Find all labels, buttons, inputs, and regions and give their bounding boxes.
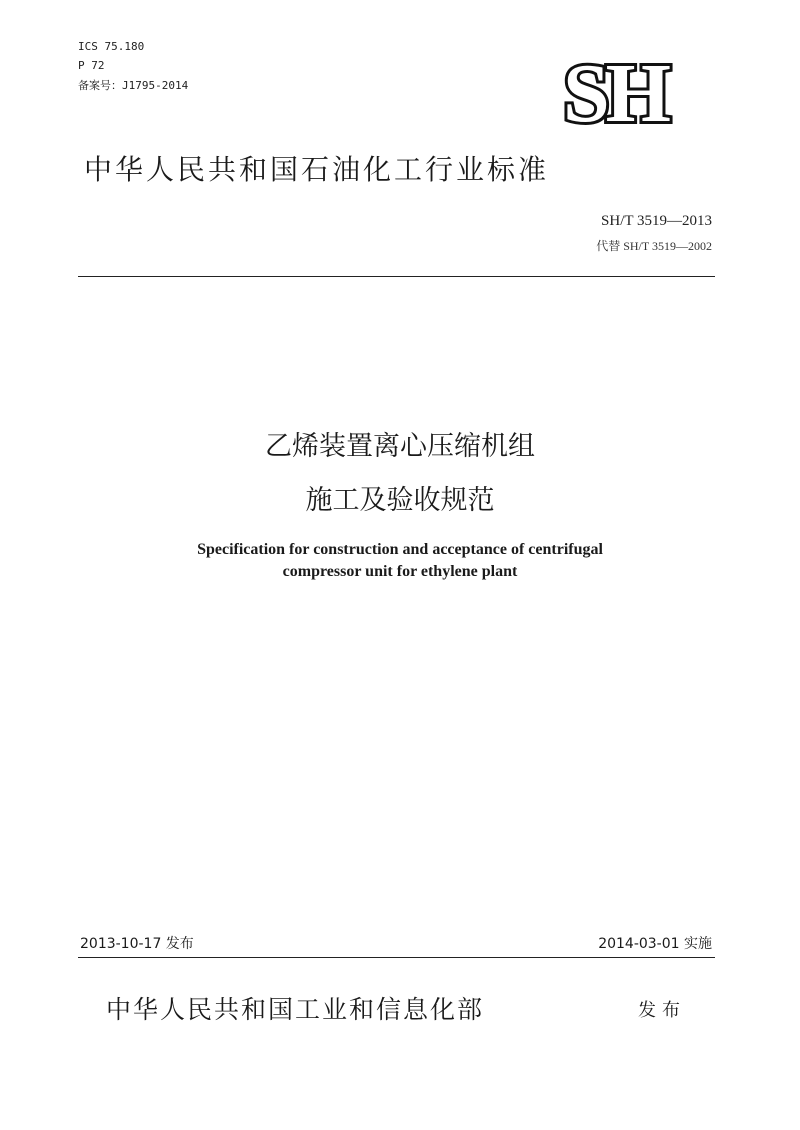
- publish-label: 发布: [638, 1000, 686, 1021]
- standard-number: SH/T 3519—2013: [601, 213, 712, 229]
- issue-date: 2013-10-17 发布: [80, 936, 194, 952]
- issuing-ministry: 中华人民共和国工业和信息化部: [106, 995, 485, 1024]
- sh-logo: [540, 57, 690, 127]
- top-divider: [78, 276, 715, 277]
- bottom-divider: [78, 957, 715, 958]
- english-title-line-1: Specification for construction and acceptance of centrifugal: [197, 541, 603, 558]
- chinese-title-line-2: 施工及验收规范: [305, 485, 495, 516]
- chinese-title-line-1: 乙烯装置离心压缩机组: [265, 431, 535, 462]
- standard-organization: 中华人民共和国石油化工行业标准: [84, 153, 550, 186]
- replaced-standard: 代替 SH/T 3519—2002: [596, 239, 712, 253]
- classification-code: P 72: [78, 59, 105, 72]
- ics-code: ICS 75.180: [78, 40, 145, 53]
- english-title-line-2: compressor unit for ethylene plant: [282, 563, 518, 580]
- filing-number: 备案号：J1795-2014: [78, 79, 189, 92]
- implementation-date: 2014-03-01 实施: [598, 936, 712, 952]
- sh-logo-text: SH: [562, 57, 668, 127]
